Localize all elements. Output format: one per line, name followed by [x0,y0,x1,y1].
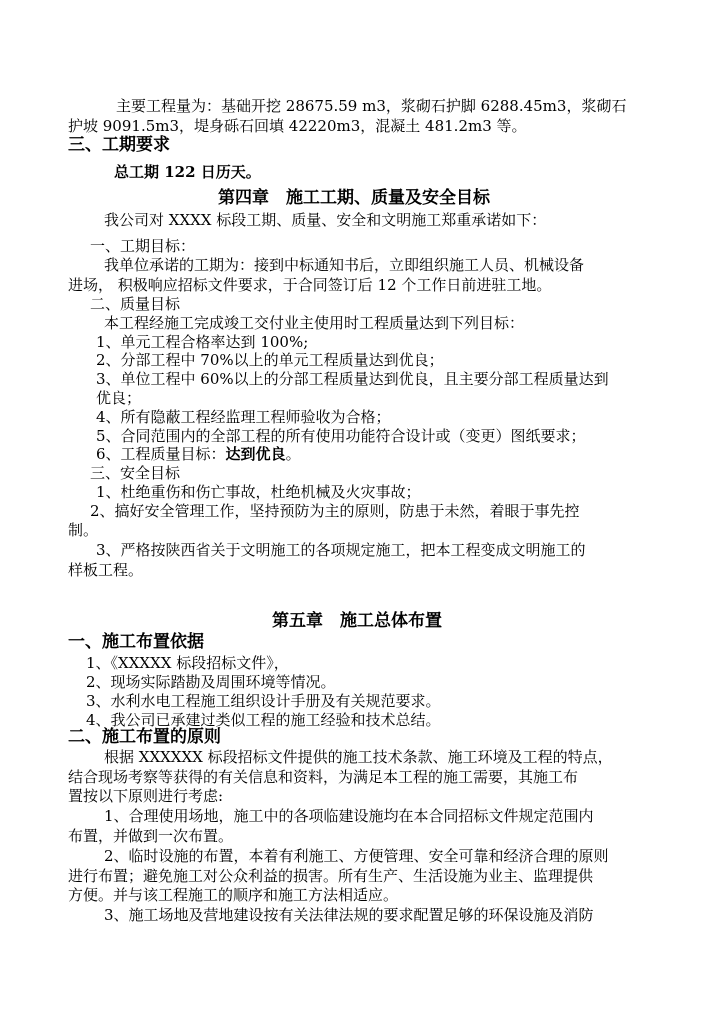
safety-goal-heading: 三、安全目标 [90,464,181,482]
chapter-5-title: 第五章 施工总体布置 [272,611,442,631]
layout-basis-heading: 一、施工布置依据 [68,632,204,652]
quality-item-4: 4、所有隐蔽工程经监理工程师验收为合格； [96,408,391,426]
schedule-goal-heading: 一、工期目标： [90,237,196,255]
schedule-goal-line-1: 我单位承诺的工期为：接到中标通知书后，立即组织施工人员、机械设备 [104,256,585,274]
quantities-line-2: 护坡 9091.5m3，堤身砾石回填 42220m3，混凝土 481.2m3 等。 [68,117,527,135]
chapter-4-title: 第四章 施工工期、质量及安全目标 [218,188,490,208]
principle-1-line-1: 1、合理使用场地，施工中的各项临建设施均在本合同招标文件规定范围内 [104,807,594,825]
schedule-goal-line-2: 进场， 积极响应招标文件要求，于合同签订后 12 个工作日前进驻工地。 [68,276,552,294]
principle-2-line-2: 进行布置；避免施工对公众利益的损害。所有生产、生活设施为业主、监理提供 [68,867,594,885]
layout-basis-item-4: 4、我公司已承建过类似工程的施工经验和技术总结。 [86,711,441,729]
section-heading-schedule: 三、工期要求 [68,135,170,155]
layout-basis-item-3: 3、水利水电工程施工组织设计手册及有关规范要求。 [86,692,441,710]
quality-item-6 [96,444,301,464]
layout-principle-heading: 二、施工布置的原则 [68,727,221,747]
quality-goal-intro: 本工程经施工完成竣工交付业主使用时工程质量达到下列目标： [104,314,525,332]
chapter-4-intro: 我公司对 XXXX 标段工期、质量、安全和文明施工郑重承诺如下： [104,211,547,229]
quality-goal-heading: 二、质量目标 [90,295,181,313]
quantities-line-1: 主要工程量为：基础开挖 28675.59 m3，浆砌石护脚 6288.45m3，浆砌石 [116,97,627,115]
principle-1-line-2: 布置，并做到一次布置。 [68,827,234,845]
quality-item-1: 1、单元工程合格率达到 100%; [96,333,309,351]
quality-item-6-end: 。 [285,445,301,463]
quality-item-3-line-1: 3、单位工程中 60%以上的分部工程质量达到优良，且主要分部工程质量达到 [96,370,609,388]
quality-item-5: 5、合同范围内的全部工程的所有使用功能符合设计或（变更）图纸要求； [96,427,586,445]
layout-principle-para-line-3: 置按以下原则进行考虑: [68,787,224,805]
layout-basis-item-2: 2、现场实际踏勘及周围环境等情况。 [86,673,336,691]
principle-2-line-1: 2、临时设施的布置，本着有利施工、方便管理、安全可靠和经济合理的原则 [104,847,609,865]
layout-principle-para-line-1: 根据 XXXXXX 标段招标文件提供的施工技术条款、施工环境及工程的特点， [104,748,613,766]
safety-item-2-line-2: 制。 [68,521,99,539]
safety-item-3-line-2: 样板工程。 [68,561,144,579]
safety-item-1: 1、杜绝重伤和伤亡事故，杜绝机械及火灾事故； [96,483,421,501]
layout-basis-item-1: 1、《XXXXX 标段招标文件》， [86,654,289,672]
quality-target-value: 达到优良 [225,445,286,463]
principle-2-line-3: 方便。并与该工程施工的顺序和施工方法相适应。 [68,886,399,904]
quality-item-3-line-2: 优良； [96,389,142,407]
quality-item-2: 2、分部工程中 70%以上的单元工程质量达到优良； [96,351,444,369]
total-duration: 总工期 122 日历天。 [114,163,261,181]
principle-3-line-1: 3、施工场地及营地建设按有关法律法规的要求配置足够的环保设施及消防 [104,906,594,924]
layout-principle-para-line-2: 结合现场考察等获得的有关信息和资料，为满足本工程的施工需要，其施工布 [68,768,579,786]
quality-item-6-label: 6、工程质量目标： [96,445,226,463]
safety-item-3-line-1: 3、严格按陕西省关于文明施工的各项规定施工，把本工程变成文明施工的 [96,541,586,559]
safety-item-2-line-1: 2、搞好安全管理工作，坚持预防为主的原则，防患于未然，着眼于事先控 [90,502,580,520]
